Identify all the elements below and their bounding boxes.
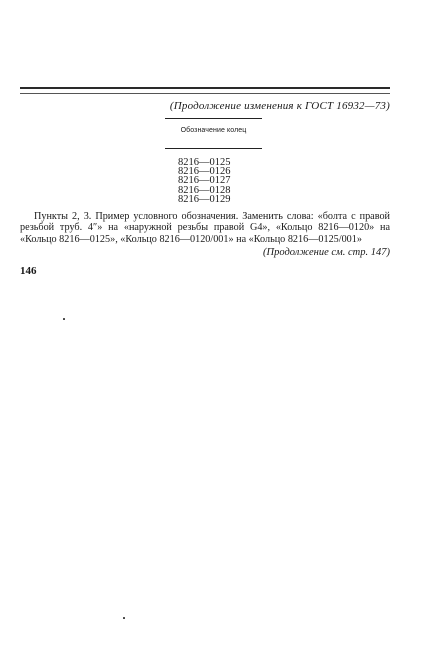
amendment-paragraph: Пункты 2, 3. Пример условного обозначения. Заменить слова: «болта с правой резьбой труб. 4″» на «наружной резьбы правой G4», «Кольцо 8216—0120» на «Кольцо 8216—0125», «Кольцо 8216—0120/001» на «Кольцо 8216—0125/001» <box>20 211 390 245</box>
table-header-rule-top <box>165 118 262 119</box>
list-item: 8216—0127 <box>178 175 231 187</box>
list-item: 8216—0129 <box>178 193 231 205</box>
header-rule-thin <box>20 93 390 94</box>
continuation-header: (Продолжение изменения к ГОСТ 16932—73) <box>169 100 390 112</box>
scan-speck <box>123 617 125 619</box>
header-rule-thick <box>20 87 390 89</box>
list-item: 8216—0128 <box>178 184 231 196</box>
table-header-rule-bottom <box>165 148 262 149</box>
list-item: 8216—0125 <box>178 157 231 168</box>
scan-speck <box>63 318 65 320</box>
page-number: 146 <box>20 265 37 277</box>
continued-note: (Продолжение см. стр. 147) <box>263 247 390 258</box>
ring-designation-list <box>178 158 231 204</box>
list-item: 8216—0126 <box>178 166 231 178</box>
table-column-header: Обозначение колец <box>180 127 247 134</box>
